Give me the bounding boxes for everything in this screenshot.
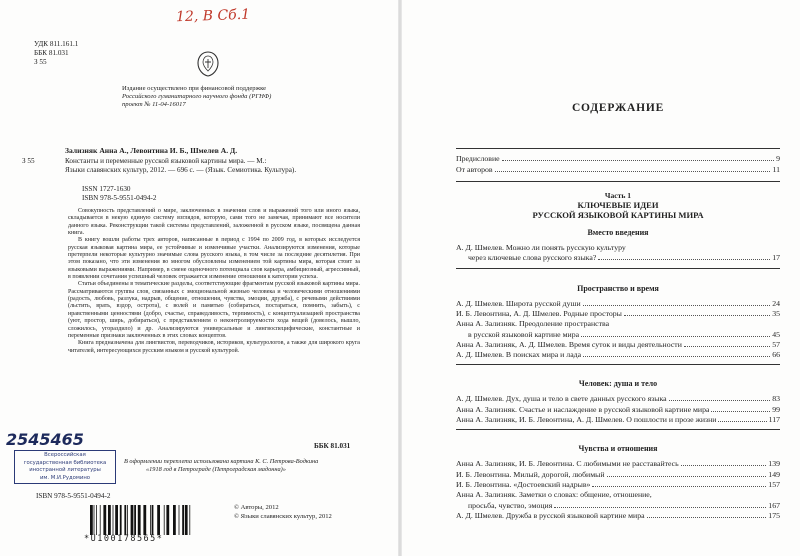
toc-entry-title: А. Д. Шмелев. Дружба в русской языковой картине мира — [456, 510, 645, 520]
toc-entry — [456, 394, 780, 404]
toc-leader — [598, 253, 770, 260]
toc-entry-front — [456, 154, 780, 164]
toc-entry — [468, 501, 780, 511]
annotation — [68, 208, 360, 355]
funding-note-1: Издание осуществлено при финансовой поддержке — [122, 85, 267, 92]
toc-entry-front — [456, 165, 780, 175]
toc-rule — [456, 181, 780, 182]
toc-leader — [684, 340, 770, 347]
annotation-para-4: Книга предназначена для лингвистов, переводчиков, историков, культурологов, а также для широкого круга читателей, интересующихся русским языком и русской культурой. — [68, 340, 360, 354]
toc-heading: СОДЕРЖАНИЕ — [571, 102, 665, 114]
stamp-line-2: государственная библиотека — [23, 459, 107, 466]
udk-code: УДК 811.161.1 — [34, 40, 79, 48]
toc-page-number: 99 — [772, 404, 780, 414]
author-index-2: З 55 — [22, 157, 35, 165]
toc-leader — [502, 154, 775, 161]
stamp-line-3: иностранной литературы — [29, 467, 101, 474]
toc-page-number: 175 — [768, 510, 780, 520]
toc-leader — [554, 501, 766, 508]
toc-page-number: 24 — [772, 298, 780, 308]
toc-page-number: 57 — [772, 339, 780, 349]
toc-leader — [583, 299, 771, 306]
funding-note-3: проект № 11-04-16017 — [122, 101, 186, 108]
toc-entry — [456, 350, 780, 360]
toc-rule-top — [456, 148, 780, 149]
toc-leader — [624, 309, 770, 316]
toc-entry-title: А. Д. Шмелев. Дух, душа и тело в свете данных русского языка — [456, 394, 667, 404]
toc-page-number: 35 — [772, 308, 780, 318]
author-index: З 55 — [34, 58, 47, 66]
stamp-line-4: им. М.И.Рудомино — [39, 474, 91, 481]
copyright-publisher: © Языки славянских культур, 2012 — [234, 513, 332, 520]
toc-entry — [468, 253, 780, 263]
toc-page-number: 17 — [772, 253, 780, 263]
toc-page-number: 9 — [776, 154, 780, 163]
part-title-2: РУССКОЙ ЯЗЫКОВОЙ КАРТИНЫ МИРА — [532, 210, 704, 220]
toc-leader — [583, 350, 770, 357]
toc-entry-title: через ключевые слова русского языка? — [468, 253, 597, 263]
toc-entry — [456, 459, 780, 469]
toc-entry-title: просьба, чувство, эмоция — [468, 500, 553, 510]
toc-entry-title: И. Б. Левонтина, А. Д. Шмелев. Родные просторы — [456, 308, 622, 318]
toc-leader — [581, 330, 770, 337]
toc-entry-title: Анна А. Зализняк, И. Б. Левонтина. С любимыми не расставайтесь — [456, 459, 679, 469]
stamp-line-1: Всероссийская — [44, 452, 86, 458]
toc-leader — [718, 415, 766, 422]
toc-leader — [647, 511, 767, 518]
toc-page-number: 45 — [772, 329, 780, 339]
toc-entry — [456, 470, 780, 480]
toc-entry-title: А. Д. Шмелев. Широта русской души — [456, 298, 581, 308]
cover-note-2: «1918 год в Петрограде (Петроградская мадонна)» — [146, 466, 286, 473]
toc-entry-title: И. Б. Левонтина. Милый, дорогой, любимый — [456, 469, 605, 479]
part-title-1: КЛЮЧЕВЫЕ ИДЕИ — [577, 200, 659, 210]
section-heading: Пространство и время — [577, 283, 659, 293]
toc-entry-title: Анна А. Зализняк, А. Д. Шмелев. Время суток и виды деятельности — [456, 339, 682, 349]
annotation-para-3: Статьи объединены в тематические разделы, соответствующие фрагментам русской языковой картины мира. Рассматриваются группы слов, связанных с эмоциональной жизнью человека и человеческими отношениями (радость, любовь, разлука, надрыв, общение, отношения, чувства, эмоции, дружба), с речевыми действиями (льстить, врать, вздор, острота), с волей и памятью (собираться, постараться, помнить, забыть), с нравственными ценностями (добро, счастье, справедливость, терпимость), с концептуализацией пространства (уют, простор, ширь, добираться), с представлением о неконтролируемости хода вещей (довелось, вышло, сложилось, угораздило) и др. Анализируются универсальные и лингвоспецифические, константные и переменные признаки заключенных в этих словах концептов. — [68, 281, 360, 339]
toc-leader — [681, 459, 767, 466]
toc-entry — [456, 415, 780, 425]
toc-rule — [456, 364, 780, 365]
toc-entry — [456, 490, 780, 500]
section-heading: Вместо введения — [587, 228, 649, 237]
toc-entry-title: От авторов — [456, 165, 493, 174]
library-stamp — [14, 450, 116, 484]
toc-leader — [592, 480, 766, 487]
isbn-bottom: ISBN 978-5-9551-0494-2 — [36, 492, 111, 500]
toc-page-number: 66 — [772, 350, 780, 360]
toc-page-number: 157 — [768, 479, 780, 489]
toc-page-number: 139 — [768, 459, 780, 469]
toc-entry-title: А. Д. Шмелев. Можно ли понять русскую культуру — [456, 243, 626, 252]
section-heading: Человек: душа и тело — [578, 379, 658, 389]
toc-entry-title: И. Б. Левонтина. «Достоевский надрыв» — [456, 479, 591, 489]
toc-entry-title: Предисловие — [456, 154, 500, 163]
toc-entry — [456, 340, 780, 350]
bbk-bold: ББК 81.031 — [314, 442, 351, 450]
authors-heading: Зализняк Анна А., Левонтина И. Б., Шмелев А. Д. — [65, 146, 238, 155]
toc-entry-title: Анна А. Зализняк. Преодоление пространства — [456, 319, 610, 329]
toc-entry — [456, 480, 780, 490]
biblio-line-2: Языки славянских культур, 2012. — 696 с. — (Язык. Семиотика. Культура). — [65, 166, 297, 174]
toc-leader — [495, 165, 771, 172]
biblio-line-1: Константы и переменные русской языковой картины мира. — М.: — [65, 157, 267, 165]
section-heading: Чувства и отношения — [578, 444, 658, 454]
handwritten-note: 12, В Сб.1 — [175, 6, 251, 26]
toc-entry — [456, 405, 780, 415]
toc-entry — [456, 243, 780, 253]
toc-entry-title: Анна А. Зализняк. Заметки о словах: общение, отношение, — [456, 490, 652, 500]
annotation-para-1: Совокупность представлений о мире, заключенных в значении слов и выражений того или иного языка, складывается в некую единую систему взглядов, которую, сами того не замечая, принимают все носители данного языка. Реконструкции такой системы представлений, заложенной в русском языке, посвящена данная книга. — [68, 208, 360, 237]
toc-entry — [456, 309, 780, 319]
toc-entry — [456, 299, 780, 309]
copyright-authors: © Авторы, 2012 — [234, 504, 279, 511]
publisher-logo-icon — [197, 51, 219, 77]
library-stamp-number: 2545465 — [6, 430, 84, 449]
toc-entry-title: А. Д. Шмелев. В поисках мира и лада — [456, 350, 582, 360]
toc-entry-title: Анна А. Зализняк, И. Б. Левонтина, А. Д. Шмелев. О пошлости и прозе жизни — [456, 415, 717, 424]
toc-entry-title: в русской языковой картине мира — [468, 329, 580, 339]
toc-entry — [456, 319, 780, 329]
book-gutter — [398, 0, 402, 556]
toc-page-number: 167 — [768, 500, 780, 510]
issn: ISSN 1727-1630 — [82, 185, 131, 193]
bbk-code: ББК 81.031 — [34, 49, 69, 57]
toc-leader — [711, 405, 770, 412]
toc-page-number: 149 — [768, 469, 780, 479]
toc-entry-title: Анна А. Зализняк. Счастье и наслаждение в русской языковой картине мира — [456, 404, 710, 414]
toc-leader — [669, 394, 771, 401]
cover-note-1: В оформлении переплета использована картина К. С. Петрова-Водкина — [124, 458, 319, 465]
annotation-para-2: В книгу вошли работы трех авторов, написанные в период с 1994 по 2009 год, в которых исследуется русская языковая картина мира, ее устойчивые и изменчивые участки. Анализируются изменения, которые претерпели некоторые культурно значимые слова русского языка, в том числе за последние десятилетия. При этом показано, что эти изменения во многом обусловлены изменением той картины мира, которая стоит за языковыми выражениями. Например, в смене оценочного потенциала слов карьера, амбициозный, агрессивный, в появлении сочетания успешный человек отражается изменение отношения к категории успеха. — [68, 237, 360, 281]
toc-leader — [607, 470, 767, 477]
barcode-text: *U100178565* — [84, 534, 164, 544]
isbn: ISBN 978-5-9551-0494-2 — [82, 194, 157, 202]
funding-note-2: Российского гуманитарного научного фонда (РГНФ) — [122, 93, 272, 100]
toc-entry — [468, 330, 780, 340]
toc-page-number: 83 — [772, 394, 780, 404]
toc-rule — [456, 268, 780, 269]
toc-page-number: 11 — [772, 165, 780, 174]
toc-entry — [456, 511, 780, 521]
part-number: Часть 1 — [604, 191, 632, 200]
toc-page-number: 117 — [768, 415, 780, 424]
toc-rule — [456, 429, 780, 430]
